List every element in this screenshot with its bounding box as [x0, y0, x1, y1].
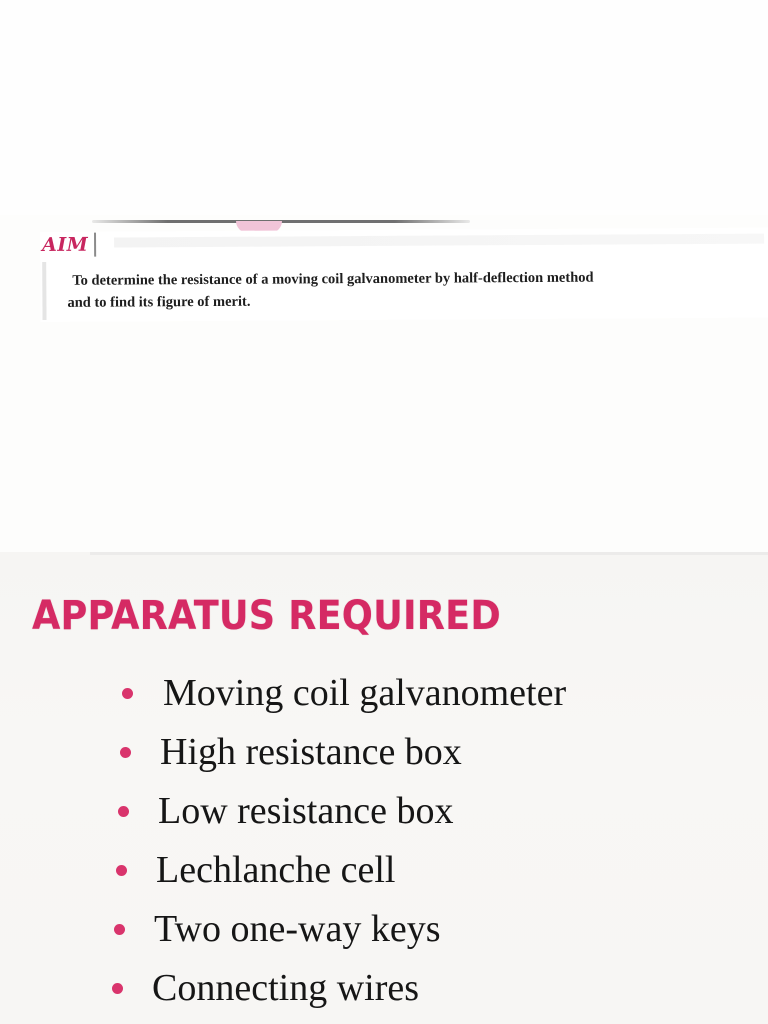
apparatus-heading: APPARATUS REQUIRED	[32, 593, 501, 639]
page-edge-divider	[90, 552, 768, 555]
aim-text-line-1: To determine the resistance of a moving coil galvanometer by half-deflection method	[72, 269, 594, 289]
apparatus-item-label: Two one-way keys	[154, 908, 441, 950]
aim-header-strip	[114, 234, 764, 248]
bullet-icon	[114, 924, 125, 935]
apparatus-item-label: Lechlanche cell	[156, 849, 396, 891]
bullet-icon	[120, 747, 131, 758]
bullet-icon	[112, 983, 123, 994]
aim-heading: AIM	[42, 233, 96, 257]
aim-text	[68, 266, 768, 314]
apparatus-item-label: Moving coil galvanometer	[163, 672, 567, 714]
aim-text-line-2: and to find its figure of merit.	[67, 293, 251, 311]
bullet-icon	[116, 865, 127, 876]
aim-section	[40, 228, 768, 322]
bullet-icon	[122, 688, 133, 699]
apparatus-item-label: Low resistance box	[158, 790, 454, 832]
bullet-icon	[118, 806, 129, 817]
paper-top	[0, 0, 768, 215]
apparatus-item-label: Connecting wires	[152, 967, 420, 1009]
apparatus-item-label: High resistance box	[160, 731, 462, 773]
